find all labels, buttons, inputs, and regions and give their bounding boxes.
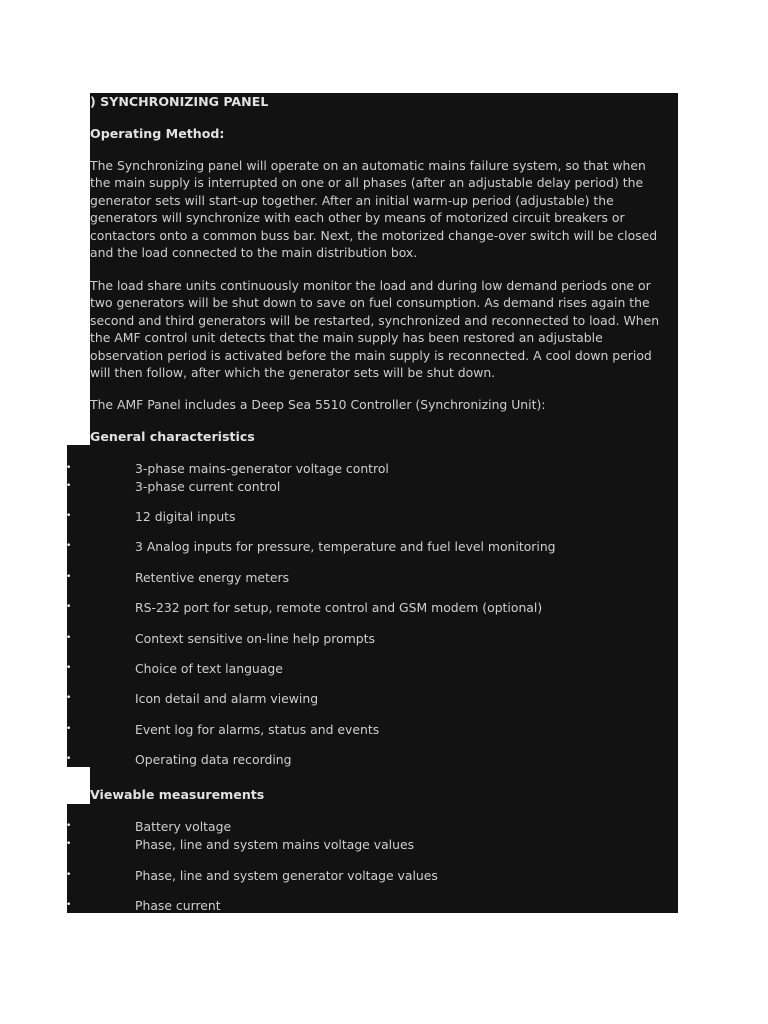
list-item: Context sensitive on-line help prompts bbox=[135, 631, 375, 646]
list-item: Operating data recording bbox=[135, 752, 292, 767]
general-characteristics-heading: General characteristics bbox=[90, 429, 255, 444]
bullet-icon: • bbox=[66, 602, 72, 612]
background-notch bbox=[67, 767, 90, 804]
controller-sentence: The AMF Panel includes a Deep Sea 5510 Controller (Synchronizing Unit): bbox=[90, 397, 546, 412]
paragraph-line: generators will synchronize with each other by means of motorized circuit breakers or bbox=[90, 210, 625, 226]
bullet-icon: • bbox=[66, 724, 72, 734]
list-item: Choice of text language bbox=[135, 661, 283, 676]
paragraph-line: The load share units continuously monitor the load and during low demand periods one or bbox=[90, 278, 651, 293]
bullet-icon: • bbox=[66, 693, 72, 703]
paragraph-line: the AMF control unit detects that the main supply has been restored an adjustable bbox=[90, 330, 603, 346]
paragraph-operation bbox=[90, 157, 672, 261]
bullet-icon: • bbox=[66, 481, 72, 491]
bullet-icon: • bbox=[66, 541, 72, 551]
operating-method-heading: Operating Method: bbox=[90, 126, 225, 141]
list-item: Event log for alarms, status and events bbox=[135, 722, 380, 737]
list-item: Phase current bbox=[135, 898, 221, 913]
list-item: Phase, line and system generator voltage values bbox=[135, 868, 438, 883]
list-item: Phase, line and system mains voltage values bbox=[135, 837, 415, 852]
bullet-icon: • bbox=[66, 633, 72, 643]
paragraph-line: observation period is activated before the main supply is reconnected. A cool down period bbox=[90, 347, 652, 363]
paragraph-line: contactors onto a common buss bar. Next, the motorized change-over switch will be closed bbox=[90, 227, 658, 243]
paragraph-line: and the load connected to the main distribution box. bbox=[90, 245, 418, 261]
bullet-icon: • bbox=[66, 839, 72, 849]
bullet-icon: • bbox=[66, 754, 72, 764]
bullet-icon: • bbox=[66, 821, 72, 831]
paragraph-line: The Synchronizing panel will operate on an automatic mains failure system, so that when bbox=[90, 158, 646, 173]
dark-background-top bbox=[90, 93, 678, 445]
paragraph-load-share bbox=[90, 277, 672, 381]
paragraph-line: second and third generators will be restarted, synchronized and reconnected to load. When bbox=[90, 312, 660, 328]
list-item: Retentive energy meters bbox=[135, 570, 290, 585]
list-item: Icon detail and alarm viewing bbox=[135, 691, 319, 706]
bullet-icon: • bbox=[66, 572, 72, 582]
list-item: 3-phase current control bbox=[135, 479, 281, 494]
list-item: Battery voltage bbox=[135, 819, 232, 834]
bullet-icon: • bbox=[66, 870, 72, 880]
bullet-icon: • bbox=[66, 511, 72, 521]
list-item: RS-232 port for setup, remote control and GSM modem (optional) bbox=[135, 600, 543, 615]
paragraph-line: generator sets will start-up together. After an initial warm-up period (adjustable) the bbox=[90, 192, 614, 208]
bullet-icon: • bbox=[66, 900, 72, 910]
bullet-icon: • bbox=[66, 463, 72, 473]
section-heading: ) SYNCHRONIZING PANEL bbox=[90, 94, 269, 109]
paragraph-line: will then follow, after which the generator sets will be shut down. bbox=[90, 365, 496, 381]
paragraph-line: the main supply is interrupted on one or all phases (after an adjustable delay period) the bbox=[90, 175, 644, 191]
bullet-icon: • bbox=[66, 663, 72, 673]
paragraph-line: two generators will be shut down to save on fuel consumption. As demand rises again the bbox=[90, 295, 650, 311]
list-item: 3 Analog inputs for pressure, temperature and fuel level monitoring bbox=[135, 539, 556, 554]
viewable-measurements-heading: Viewable measurements bbox=[90, 787, 265, 802]
list-item: 3-phase mains-generator voltage control bbox=[135, 461, 389, 476]
list-item: 12 digital inputs bbox=[135, 509, 236, 524]
